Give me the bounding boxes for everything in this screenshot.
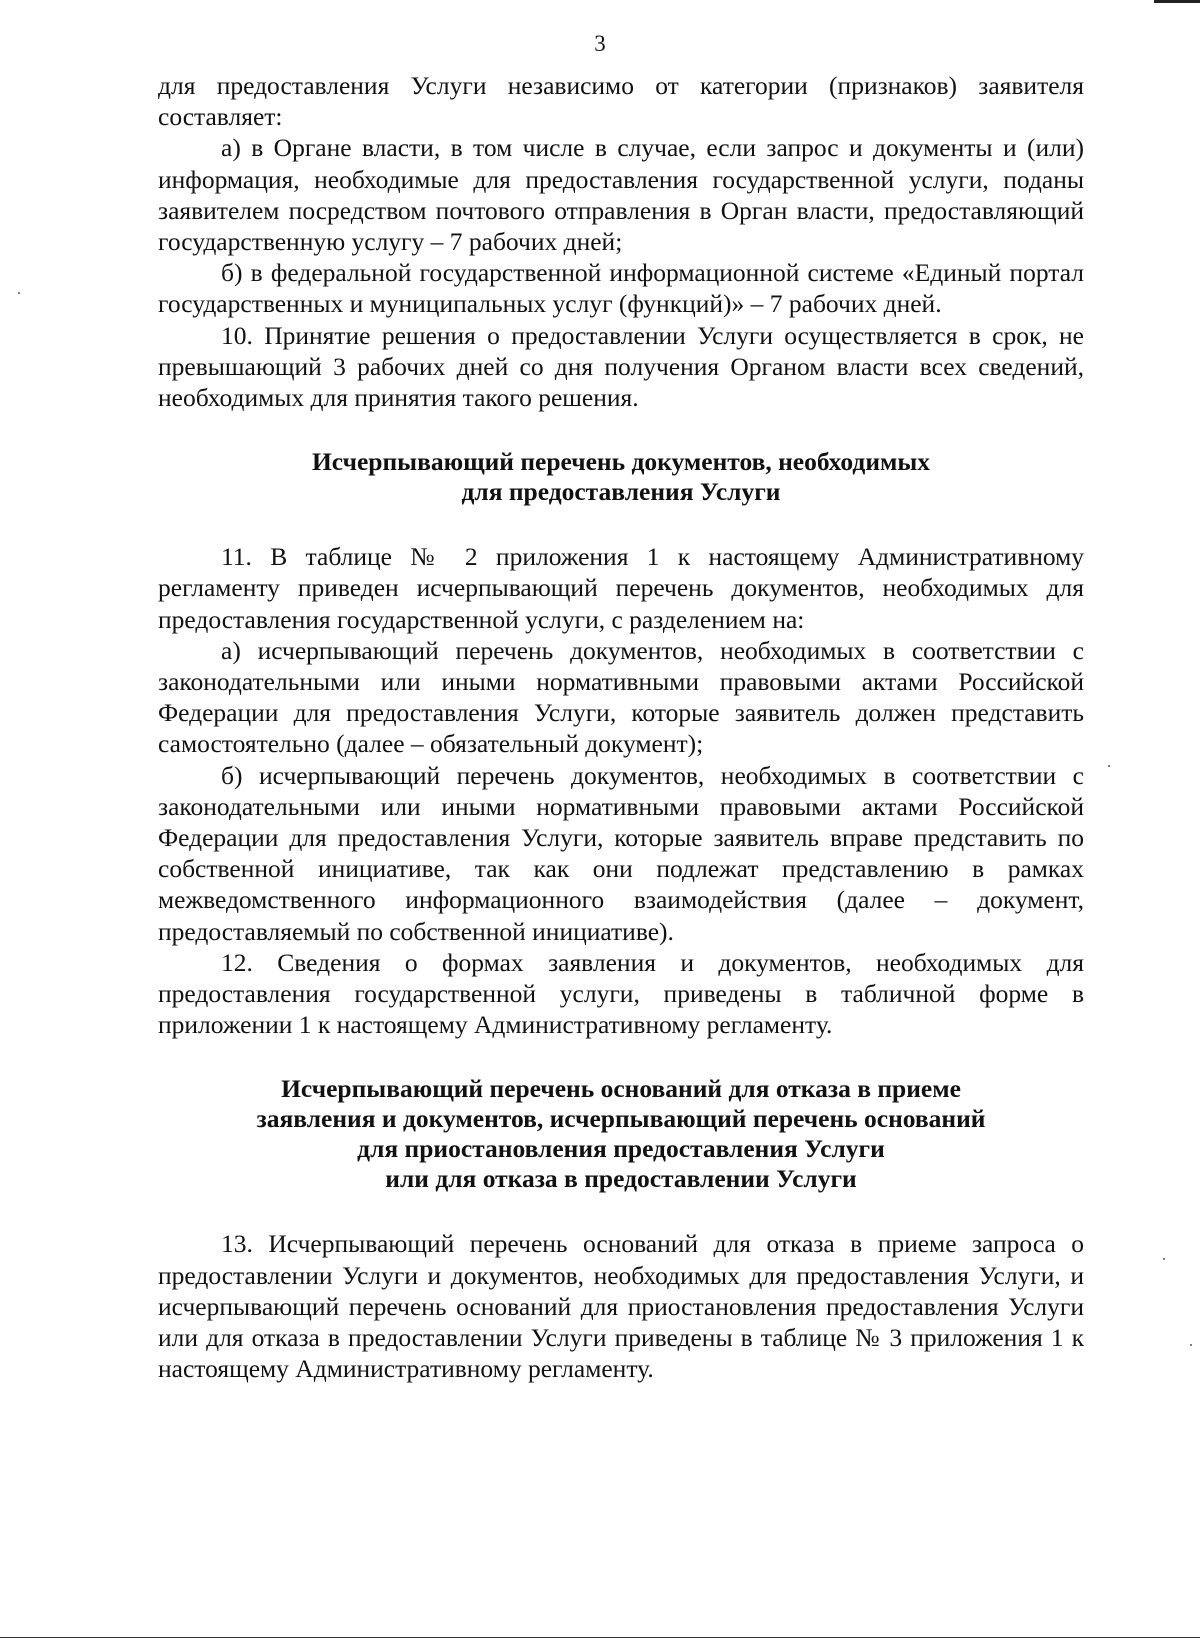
paragraph-item-a: а) в Органе власти, в том числе в случае, если запрос и документы и (или) информация, необходимые для предоставления государственной услуги, поданы заявителем посредством почтового отправления в Орган власти, предоставляющий государственную услугу – 7 рабочих дней;	[158, 133, 1084, 257]
scan-speck	[1108, 765, 1110, 767]
paragraph-13: 13. Исчерпывающий перечень оснований для отказа в приеме запроса о предоставлении Услуги и документов, необходимых для предоставления Услуги, и исчерпывающий перечень оснований для приостановления предоставления Услуги или для отказа в предоставлении Услуги приведены в таблице № 3 приложения 1 к настоящему Административному регламенту.	[158, 1229, 1084, 1384]
document-body	[158, 70, 1084, 1385]
paragraph-11: 11. В таблице № 2 приложения 1 к настоящему Административному регламенту приведен исчерпывающий перечень документов, необходимых для предоставления государственной услуги, с разделением на:	[158, 542, 1084, 634]
paragraph-continuation: для предоставления Услуги независимо от категории (признаков) заявителя составляет:	[158, 71, 1084, 132]
scan-speck	[18, 292, 20, 294]
paragraph-11-item-a: а) исчерпывающий перечень документов, необходимых в соответствии с законодательными или иными нормативными правовыми актами Российской Федерации для предоставления Услуги, которые заявитель должен представить самостоятельно (далее – обязательный документ);	[158, 635, 1084, 759]
page-number: 3	[594, 31, 606, 56]
heading-line: Исчерпывающий перечень оснований для отказа в приеме	[281, 1074, 961, 1104]
scan-speck	[1190, 1344, 1192, 1346]
section-heading-refusal-grounds	[158, 1074, 1084, 1194]
paragraph-10: 10. Принятие решения о предоставлении Услуги осуществляется в срок, не превышающий 3 рабочих дней со дня получения Органом власти всех сведений, необходимых для принятия такого решения.	[158, 320, 1084, 413]
heading-line: или для отказа в предоставлении Услуги	[385, 1164, 857, 1194]
section-heading-documents	[158, 447, 1084, 507]
paragraph-item-b: б) в федеральной государственной информационной системе «Единый портал государственных и муниципальных услуг (функций)» – 7 рабочих дней.	[158, 258, 1084, 319]
heading-line: для приостановления предоставления Услуги	[357, 1134, 885, 1164]
heading-line: заявления и документов, исчерпывающий перечень оснований	[256, 1104, 986, 1134]
paragraph-12: 12. Сведения о формах заявления и документов, необходимых для предоставления государственной услуги, приведены в табличной форме в приложении 1 к настоящему Административному регламенту.	[158, 947, 1084, 1040]
paragraph-11-item-b: б) исчерпывающий перечень документов, необходимых в соответствии с законодательными или иными нормативными правовыми актами Российской Федерации для предоставления Услуги, которые заявитель вправе представить по собственной инициативе, так как они подлежат представлению в рамках межведомственного информационного взаимодействия (далее – документ, предоставляемый по собственной инициативе).	[158, 760, 1084, 946]
scan-corner-mark	[1154, 0, 1200, 3]
heading-line: для предоставления Услуги	[461, 477, 781, 507]
page-bottom-rule	[0, 1637, 1200, 1638]
heading-line: Исчерпывающий перечень документов, необходимых	[311, 447, 931, 477]
scan-speck	[1163, 1258, 1165, 1260]
